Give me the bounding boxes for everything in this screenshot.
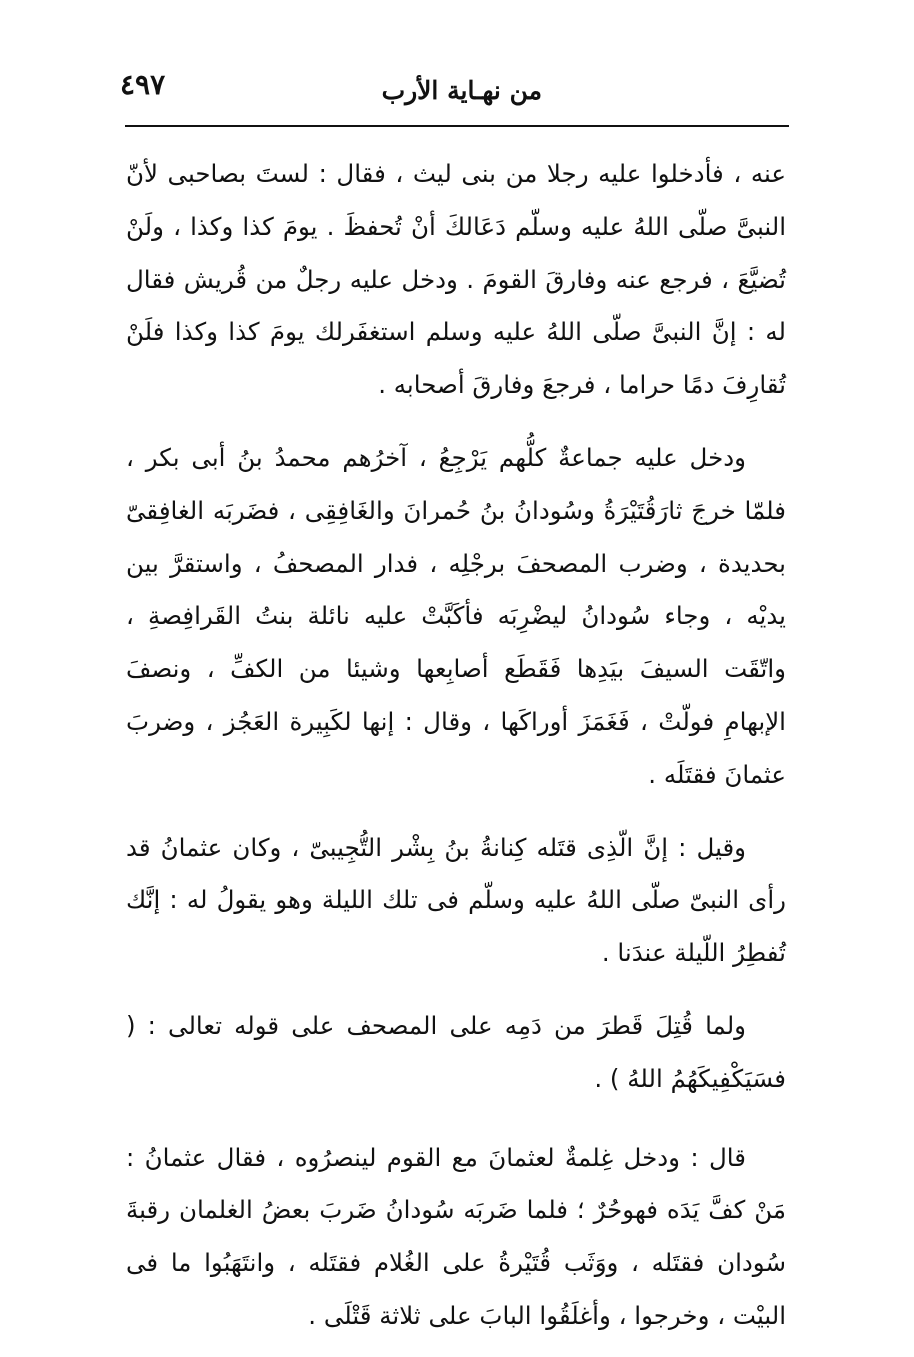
- paragraph-4: ولما قُتِلَ قَطرَ من دَمِه على المصحف على قوله تعالى : ( فسَيَكْفِيكَهُمُ اللهُ ) .: [126, 1010, 786, 1093]
- page-number: ٤٩٧: [120, 68, 166, 101]
- header-rule: [125, 125, 789, 127]
- paragraph-1: عنه ، فأدخلوا عليه رجلا من بنى ليث ، فقال : لستَ بصاحبى لأنّ النبىَّ صلّى اللهُ عليه وسلّم دَعَالكَ أنْ تُحفظَ . يومَ كذا وكذا ، ولَنْ تُضيَّعَ ، فرجع عنه وفارقَ القومَ . ودخل عليه رجلٌ من قُريش فقال له : إنَّ النبىَّ صلّى اللهُ عليه وسلم استغفَرلك يومَ كذا وكذا فلَنْ تُقارِفَ دمًا حراما ، فرجعَ وفارقَ أصحابه .: [126, 159, 786, 400]
- paragraph-2: ودخل عليه جماعةٌ كلُّهم يَرْجِعُ ، آخرُهم محمدُ بنُ أبى بكر ، فلمّا خرجَ ثارَقُتَيْرَةُ وسُودانُ بنُ حُمرانَ والغَافِقِى ، فضَربَه الغافِقىّ بحديدة ، وضرب المصحفَ برجْلِه ، فدار المصحفُ ، واستقرَّ بين يديْه ، وجاء سُودانُ ليضْرِبَه فأكَبَّتْ عليه نائلة بنتُ القَرافِصةِ ، واتّقَت السيفَ بيَدِها فَقَطَع أصابِعها وشيئا من الكفِّ ، ونصفَ الإبهامِ فولّتْ ، فَغَمَزَ أوراكَها ، وقال : إنها لكَبِيرة العَجُز ، وضربَ عثمانَ فقتَلَه .: [126, 442, 786, 789]
- page-header: [120, 62, 792, 124]
- running-title: من نهـاية الأرب: [381, 76, 542, 105]
- body-text: [126, 148, 786, 1343]
- paragraph-5: قال : ودخل غِلمةٌ لعثمانَ مع القوم لينصرُوه ، فقال عثمانُ : مَنْ كفَّ يَدَه فهوحُرٌ ؛ فلما ضَربَه سُودانُ ضَربَ بعضُ الغلمان رقبةَ سُودان فقتَله ، ووَثَب قُتَيْرةُ على الغُلام فقتَله ، وانتَهَبُوا ما فى البيْت ، وخرجوا ، وأغلَقُوا البابَ على ثلاثة قَتْلَى .: [126, 1142, 786, 1330]
- paragraph-3: وقيل : إنَّ الّذِى قتَله كِنانةُ بنُ بِشْر التُّجِيبىّ ، وكان عثمانُ قد رأى النبىّ صلّى اللهُ عليه وسلّم فى تلك الليلة وهو يقولُ له : إنَّك تُفطِرُ اللّيلة عندَنا .: [126, 832, 786, 968]
